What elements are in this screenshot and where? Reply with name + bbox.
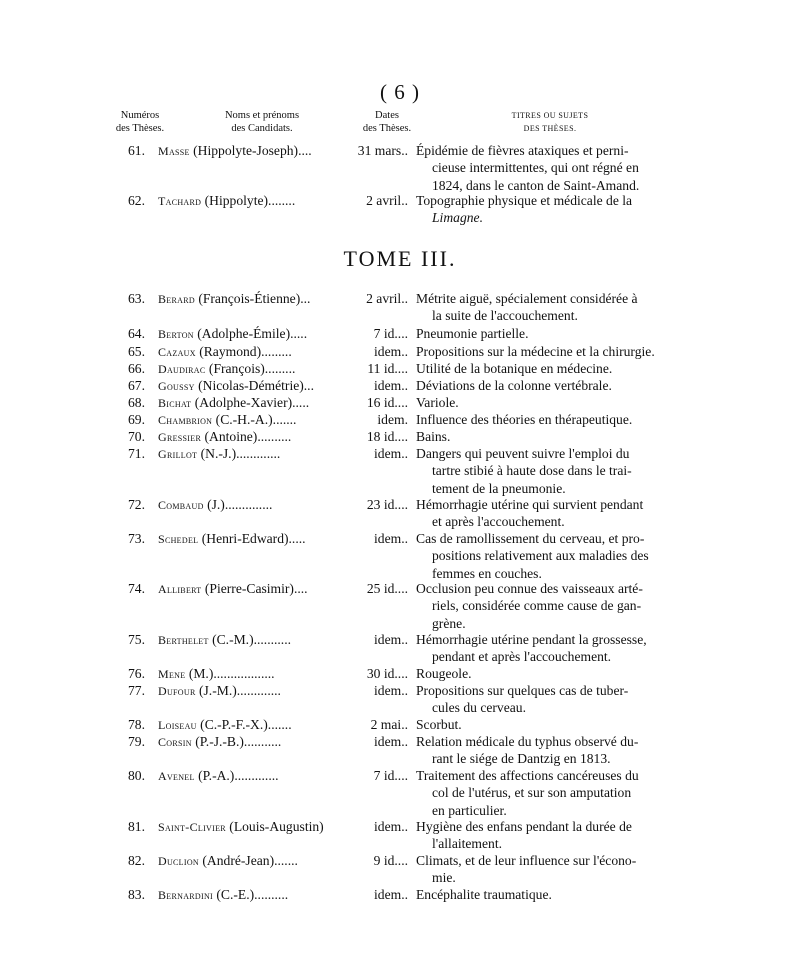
- thesis-number: 61.: [128, 143, 145, 158]
- thesis-date: 25 id....: [366, 581, 408, 596]
- candidate-name: [158, 886, 288, 904]
- candidate-given-names: (J.)..............: [203, 497, 273, 512]
- thesis-number: 78.: [128, 717, 145, 732]
- candidate-surname: Duclion: [158, 854, 199, 868]
- thesis-number: 82.: [128, 853, 145, 868]
- thesis-date: 31 mars..: [357, 143, 408, 158]
- candidate-name: [158, 682, 281, 700]
- thesis-title: [416, 886, 669, 903]
- thesis-number: 64.: [128, 326, 145, 341]
- thesis-date: 18 id....: [366, 429, 408, 444]
- thesis-title-line: Traitement des affections cancéreuses du: [416, 768, 639, 783]
- header-dates-line1: Dates: [375, 110, 399, 121]
- candidate-given-names: (C.-H.-A.).......: [212, 412, 297, 427]
- candidate-surname: Gressier: [158, 430, 202, 444]
- thesis-date: 7 id....: [373, 768, 408, 783]
- thesis-title-line: Rougeole.: [416, 666, 472, 681]
- candidate-surname: Berthelet: [158, 633, 209, 647]
- thesis-title-line: et après l'accouchement.: [432, 514, 565, 530]
- thesis-number: 69.: [128, 412, 145, 427]
- thesis-title-line: Relation médicale du typhus observé du-: [416, 734, 639, 749]
- thesis-title: [416, 142, 669, 194]
- header-noms-line2: des Candidats.: [231, 123, 293, 134]
- thesis-date: idem..: [374, 819, 408, 834]
- candidate-surname: Bernardini: [158, 888, 213, 902]
- thesis-title: [416, 377, 669, 394]
- thesis-title-line: Cas de ramollissement du cerveau, et pro-: [416, 531, 645, 546]
- thesis-title: [416, 445, 669, 497]
- thesis-number: 81.: [128, 819, 145, 834]
- thesis-title-line: Limagne.: [432, 210, 483, 226]
- candidate-surname: Combaud: [158, 498, 204, 512]
- thesis-number: 73.: [128, 531, 145, 546]
- thesis-title: [416, 767, 669, 819]
- thesis-number: 83.: [128, 887, 145, 902]
- candidate-surname: Saint-Clivier: [158, 820, 226, 834]
- thesis-title-line: Bains.: [416, 429, 451, 444]
- thesis-title: [416, 411, 669, 428]
- thesis-title: [416, 325, 669, 342]
- page-number: ( 6 ): [380, 80, 420, 104]
- thesis-title-line: rant le siége de Dantzig en 1813.: [432, 751, 611, 767]
- header-dates: [352, 109, 422, 135]
- candidate-surname: Masse: [158, 144, 190, 158]
- thesis-title-line: la suite de l'accouchement.: [432, 308, 578, 324]
- thesis-date: idem.: [377, 412, 408, 427]
- thesis-date: idem..: [374, 531, 408, 546]
- candidate-given-names: (Henri-Edward).....: [198, 531, 306, 546]
- candidate-given-names: (François-Étienne)...: [194, 291, 311, 306]
- candidate-given-names: (Adolphe-Émile).....: [193, 326, 308, 341]
- thesis-date: idem..: [374, 446, 408, 461]
- candidate-name: [158, 445, 280, 463]
- candidate-surname: Berton: [158, 327, 194, 341]
- thesis-title-line: cieuse intermittentes, qui ont régné en: [432, 160, 639, 176]
- candidate-surname: Loiseau: [158, 718, 197, 732]
- candidate-given-names: (François).........: [205, 361, 296, 376]
- thesis-title-line: Dangers qui peuvent suivre l'emploi du: [416, 446, 630, 461]
- thesis-title-line: Hygiène des enfans pendant la durée de: [416, 819, 632, 834]
- thesis-title-line: Hémorrhagie utérine pendant la grossesse,: [416, 632, 647, 647]
- candidate-surname: Mene: [158, 667, 186, 681]
- candidate-given-names: (J.-M.).............: [195, 683, 281, 698]
- thesis-number: 76.: [128, 666, 145, 681]
- thesis-number: 79.: [128, 734, 145, 749]
- thesis-title-line: Métrite aiguë, spécialement considérée à: [416, 291, 638, 306]
- thesis-title: [416, 530, 669, 582]
- thesis-title-line: riels, considérée comme cause de gan-: [432, 598, 642, 614]
- candidate-given-names: (Nicolas-Démétrie)...: [194, 378, 314, 393]
- thesis-date: 2 avril..: [366, 193, 408, 208]
- thesis-title: [416, 733, 669, 768]
- thesis-date: 30 id....: [366, 666, 408, 681]
- candidate-surname: Allibert: [158, 582, 202, 596]
- candidate-name: [158, 325, 307, 343]
- candidate-name: [158, 428, 291, 446]
- candidate-surname: Bichat: [158, 396, 192, 410]
- candidate-surname: Corsin: [158, 735, 192, 749]
- candidate-name: [158, 192, 295, 210]
- thesis-title-line: Pneumonie partielle.: [416, 326, 529, 341]
- thesis-title-line: Propositions sur la médecine et la chirurgie.: [416, 344, 655, 359]
- candidate-name: [158, 496, 272, 514]
- candidate-given-names: (N.-J.).............: [197, 446, 281, 461]
- thesis-date: idem..: [374, 683, 408, 698]
- thesis-date: 16 id....: [366, 395, 408, 410]
- thesis-title-line: pendant et après l'accouchement.: [432, 649, 612, 665]
- thesis-number: 80.: [128, 768, 145, 783]
- thesis-title: [416, 496, 669, 531]
- thesis-date: 11 id....: [367, 361, 408, 376]
- candidate-surname: Daudirac: [158, 362, 206, 376]
- candidate-given-names: (Pierre-Casimir)....: [201, 581, 308, 596]
- candidate-name: [158, 530, 306, 548]
- thesis-title: [416, 682, 669, 717]
- thesis-title-line: Utilité de la botanique en médecine.: [416, 361, 613, 376]
- thesis-title: [416, 665, 669, 682]
- thesis-number: 74.: [128, 581, 145, 596]
- candidate-surname: Chambrion: [158, 413, 213, 427]
- thesis-title-line: Épidémie de fièvres ataxiques et perni-: [416, 143, 629, 158]
- thesis-title-line: Propositions sur quelques cas de tuber-: [416, 683, 629, 698]
- thesis-title-line: positions relativement aux maladies des: [432, 548, 649, 564]
- thesis-date: idem..: [374, 344, 408, 359]
- thesis-title-line: Climats, et de leur influence sur l'écono-: [416, 853, 637, 868]
- thesis-title: [416, 290, 669, 325]
- thesis-date: 9 id....: [373, 853, 408, 868]
- candidate-given-names: (Raymond).........: [195, 344, 292, 359]
- thesis-title-line: tement de la pneumonie.: [432, 480, 566, 496]
- candidate-name: [158, 818, 324, 836]
- thesis-title-line: l'allaitement.: [432, 836, 503, 852]
- candidate-surname: Avenel: [158, 769, 195, 783]
- candidate-surname: Schedel: [158, 532, 199, 546]
- column-headers: [110, 109, 680, 139]
- thesis-title-line: mie.: [432, 870, 456, 886]
- candidate-name: [158, 411, 296, 429]
- candidate-given-names: (Adolphe-Xavier).....: [191, 395, 310, 410]
- candidate-name: [158, 767, 279, 785]
- candidate-given-names: (C.-E.)..........: [213, 887, 289, 902]
- thesis-title: [416, 343, 669, 360]
- thesis-date: idem..: [374, 887, 408, 902]
- thesis-number: 62.: [128, 193, 145, 208]
- thesis-title-line: en particulier.: [432, 802, 507, 818]
- thesis-title: [416, 360, 669, 377]
- thesis-number: 65.: [128, 344, 145, 359]
- section-title: TOME III.: [343, 246, 457, 271]
- thesis-title-line: Influence des théories en thérapeutique.: [416, 412, 633, 427]
- thesis-number: 77.: [128, 683, 145, 698]
- candidate-name: [158, 665, 275, 683]
- thesis-title-line: cules du cerveau.: [432, 700, 526, 716]
- candidate-name: [158, 343, 292, 361]
- candidate-surname: Goussy: [158, 379, 195, 393]
- candidate-surname: Cazaux: [158, 345, 196, 359]
- thesis-number: 71.: [128, 446, 145, 461]
- thesis-title-line: tartre stibié à haute dose dans le trai-: [432, 463, 632, 479]
- thesis-date: idem..: [374, 734, 408, 749]
- candidate-name: [158, 290, 310, 308]
- thesis-title-line: Encéphalite traumatique.: [416, 887, 552, 902]
- thesis-number: 75.: [128, 632, 145, 647]
- thesis-title: [416, 716, 669, 733]
- header-noms-line1: Noms et prénoms: [224, 110, 300, 121]
- header-titres-line2: DES THÈSES.: [523, 124, 577, 133]
- candidate-name: [158, 580, 308, 598]
- candidate-given-names: (C.-P.-F.-X.).......: [196, 717, 292, 732]
- thesis-number: 68.: [128, 395, 145, 410]
- thesis-title: [416, 852, 669, 887]
- candidate-name: [158, 377, 314, 395]
- thesis-date: 7 id....: [373, 326, 408, 341]
- thesis-number: 72.: [128, 497, 145, 512]
- header-numeros-line2: des Thèses.: [115, 123, 165, 134]
- candidate-given-names: (Antoine)..........: [201, 429, 292, 444]
- candidate-given-names: (Louis-Augustin): [225, 819, 324, 834]
- candidate-name: [158, 631, 291, 649]
- thesis-number: 67.: [128, 378, 145, 393]
- candidate-given-names: (P.-J.-B.)...........: [191, 734, 282, 749]
- thesis-title: [416, 394, 669, 411]
- candidate-surname: Dufour: [158, 684, 196, 698]
- candidate-surname: Tachard: [158, 194, 202, 208]
- candidate-name: [158, 716, 292, 734]
- thesis-title: [416, 580, 669, 632]
- thesis-title-line: 1824, dans le canton de Saint-Amand.: [432, 177, 640, 193]
- thesis-date: 2 mai..: [370, 717, 408, 732]
- thesis-number: 63.: [128, 291, 145, 306]
- candidate-given-names: (C.-M.)...........: [208, 632, 291, 647]
- header-dates-line2: des Thèses.: [362, 123, 412, 134]
- header-titres: [490, 109, 610, 135]
- thesis-title-line: Occlusion peu connue des vaisseaux arté-: [416, 581, 643, 596]
- thesis-title-line: femmes en couches.: [432, 565, 542, 581]
- candidate-name: [158, 852, 298, 870]
- thesis-title: [416, 428, 669, 445]
- thesis-date: 23 id....: [366, 497, 408, 512]
- candidate-given-names: (M.)..................: [185, 666, 275, 681]
- candidate-given-names: (Hippolyte)........: [201, 193, 296, 208]
- thesis-title-line: Topographie physique et médicale de la: [416, 193, 633, 208]
- thesis-title-line: col de l'utérus, et sur son amputation: [432, 785, 632, 801]
- thesis-title-line: Variole.: [416, 395, 459, 410]
- thesis-title-line: Déviations de la colonne vertébrale.: [416, 378, 612, 393]
- thesis-date: 2 avril..: [366, 291, 408, 306]
- thesis-date: idem..: [374, 632, 408, 647]
- header-titres-line1: TITRES OU SUJETS: [511, 111, 589, 120]
- thesis-title-line: Scorbut.: [416, 717, 462, 732]
- thesis-number: 66.: [128, 361, 145, 376]
- thesis-title-line: grène.: [432, 615, 466, 631]
- thesis-title: [416, 631, 669, 666]
- candidate-given-names: (P.-A.).............: [194, 768, 279, 783]
- header-noms: [202, 109, 322, 135]
- candidate-name: [158, 733, 281, 751]
- thesis-title: [416, 192, 669, 227]
- candidate-name: [158, 142, 312, 160]
- candidate-name: [158, 360, 295, 378]
- thesis-date: idem..: [374, 378, 408, 393]
- candidate-surname: Grillot: [158, 447, 198, 461]
- candidate-name: [158, 394, 309, 412]
- candidate-given-names: (André-Jean).......: [199, 853, 298, 868]
- thesis-number: 70.: [128, 429, 145, 444]
- thesis-title-line: Hémorrhagie utérine qui survient pendant: [416, 497, 644, 512]
- header-numeros-line1: Numéros: [120, 110, 160, 121]
- header-numeros: [110, 109, 170, 135]
- thesis-title: [416, 818, 669, 853]
- candidate-surname: Berard: [158, 292, 195, 306]
- candidate-given-names: (Hippolyte-Joseph)....: [189, 143, 312, 158]
